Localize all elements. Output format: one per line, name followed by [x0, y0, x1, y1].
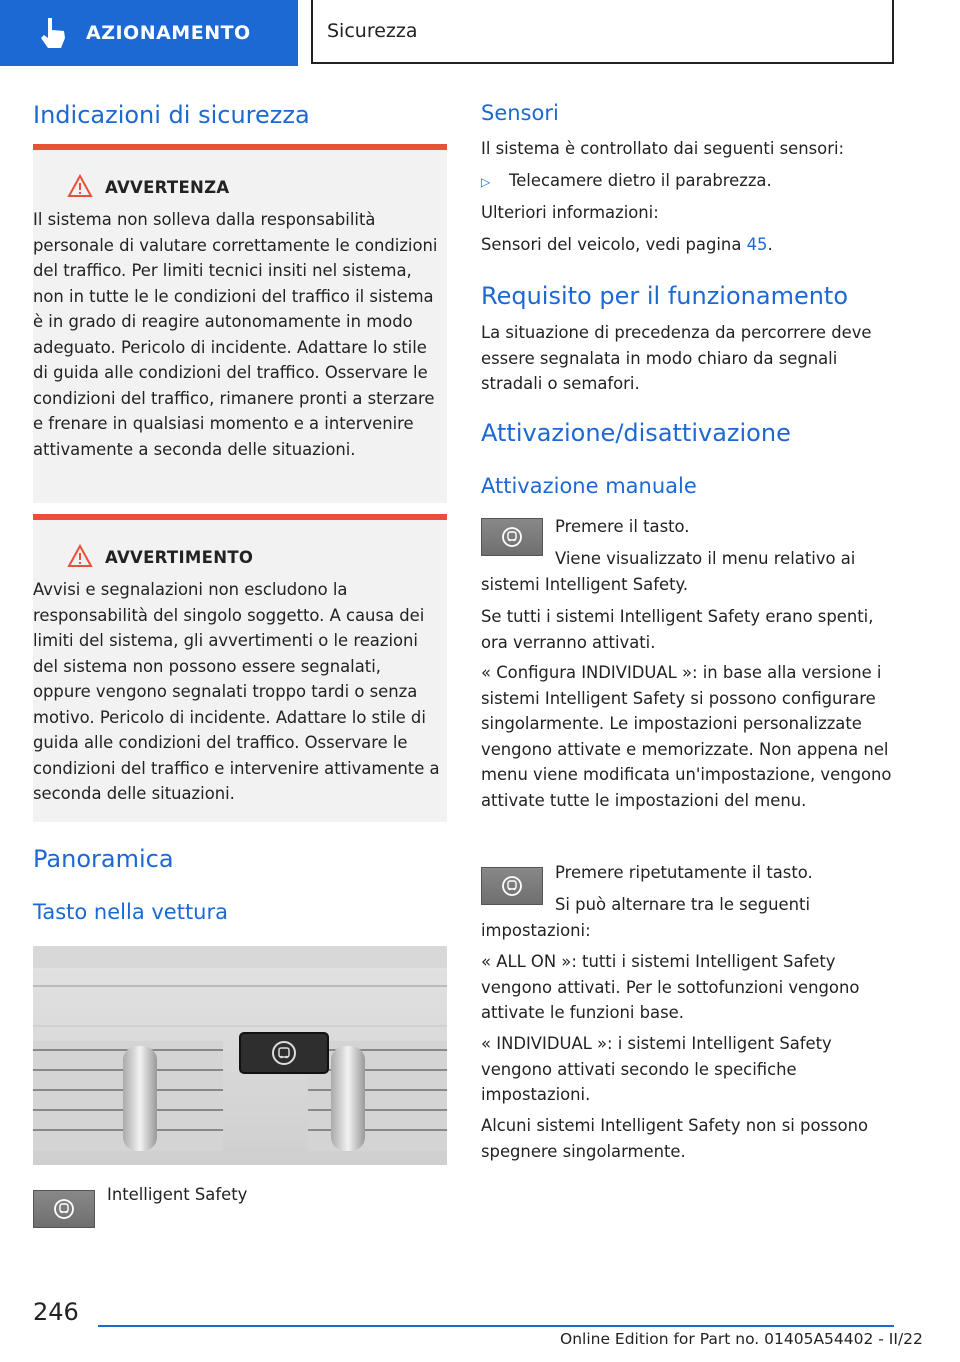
sensor-ref-end: .: [767, 235, 773, 254]
more-info: Ulteriori informazioni:: [481, 203, 659, 222]
all-on-option: « ALL ON »: tutti i sistemi Intelligent Safety vengono attivati. Per le sottofunzioni vengono attivate le funzioni base.: [481, 952, 860, 1022]
overview-heading: Panoramica: [33, 845, 174, 873]
warning-text-2: Avvisi e segnalazioni non escludono la responsabilità del singolo soggetto. A causa dei limiti del sistema, gli avvertimenti o le reazioni del sistema non possono essere segnalati, oppure vengono segnalati troppo tardi o senza motivo. Pericolo di incidente. Adattare lo stile di guida alle condizioni del traffico. Osservare le condizioni del traffico e intervenire attivamente a seconda delle situazioni.: [33, 580, 440, 803]
sensor-list-item: [481, 168, 901, 196]
manual-activation-heading: Attivazione manuale: [481, 474, 697, 498]
warning-box-1: [33, 144, 447, 503]
page-number: 246: [33, 1298, 79, 1326]
button-label: Intelligent Safety: [107, 1185, 248, 1204]
warning-triangle-icon: [67, 544, 93, 568]
alternate-settings: Si può alternare tra le seguenti impostazioni:: [481, 895, 810, 940]
chapter-title-box: [311, 0, 894, 64]
edition-text: Online Edition for Part no. 01405A54402 - II/22: [560, 1330, 923, 1348]
bullet-triangle-icon: ▷: [481, 175, 491, 189]
footer-rule: [98, 1325, 894, 1327]
sensor-item-text: Telecamere dietro il parabrezza.: [509, 171, 772, 190]
requirement-heading: Requisito per il funzionamento: [481, 282, 849, 310]
press-once: Premere il tasto.: [555, 517, 690, 536]
sensor-reference: [481, 232, 901, 258]
requirement-text: La situazione di precedenza da percorrere deve essere segnalata in modo chiaro da segnali stradali o semafori.: [481, 323, 872, 393]
vehicle-button-photo: [33, 946, 447, 1165]
button-heading: Tasto nella vettura: [33, 900, 228, 924]
section-tab: [0, 0, 298, 66]
warning-box-2: [33, 514, 447, 822]
section-name: AZIONAMENTO: [86, 22, 251, 44]
sensor-ref-text: Sensori del veicolo, vedi pagina: [481, 235, 747, 254]
page-link-45[interactable]: 45: [746, 235, 768, 254]
menu-shown: Viene visualizzato il menu relativo ai sistemi Intelligent Safety.: [481, 549, 856, 594]
intelligent-safety-icon: [33, 1190, 95, 1228]
sensors-heading: Sensori: [481, 101, 559, 125]
hand-pointer-icon: [38, 16, 68, 50]
some-cannot-off: Alcuni sistemi Intelligent Safety non si possono spegnere singolarmente.: [481, 1116, 869, 1161]
individual-option: « INDIVIDUAL »: i sistemi Intelligent Safety vengono attivati secondo le specifiche impostazioni.: [481, 1034, 832, 1104]
activation-heading: Attivazione/disattivazione: [481, 419, 791, 447]
safety-heading: Indicazioni di sicurezza: [33, 101, 310, 129]
if-off: Se tutti i sistemi Intelligent Safety erano spenti, ora verranno attivati.: [481, 607, 874, 652]
warning-title-2: AVVERTIMENTO: [105, 548, 254, 567]
press-repeat: Premere ripetutamente il tasto.: [555, 863, 813, 882]
sensors-intro: Il sistema è controllato dai seguenti sensori:: [481, 139, 845, 158]
warning-triangle-icon: [67, 174, 93, 198]
chapter-title: Sicurezza: [327, 20, 418, 42]
warning-text-1: Il sistema non solleva dalla responsabilità personale di valutare correttamente le condizioni del traffico. Per limiti tecnici insiti nel sistema, non in tutte le le condizioni del traffico il sistema è in grado di reagire autonomamente in modo adeguato. Pericolo di incidente. Adattare lo stile di guida alle condizioni del traffico. Osservare le condizioni del traffico, rimanere pronti a sterzare e frenare in qualsiasi momento e a intervenire attivamente a seconda delle situazioni.: [33, 210, 438, 459]
configure-individual: « Configura INDIVIDUAL »: in base alla versione i sistemi Intelligent Safety si possono configurare singolarmente. Le impostazioni personalizzate vengono attivate e memorizzate. Non appena nel menu viene modificata un'impostazione, vengono attivate tutte le impostazioni del menu.: [481, 663, 892, 810]
warning-title-1: AVVERTENZA: [105, 178, 230, 197]
